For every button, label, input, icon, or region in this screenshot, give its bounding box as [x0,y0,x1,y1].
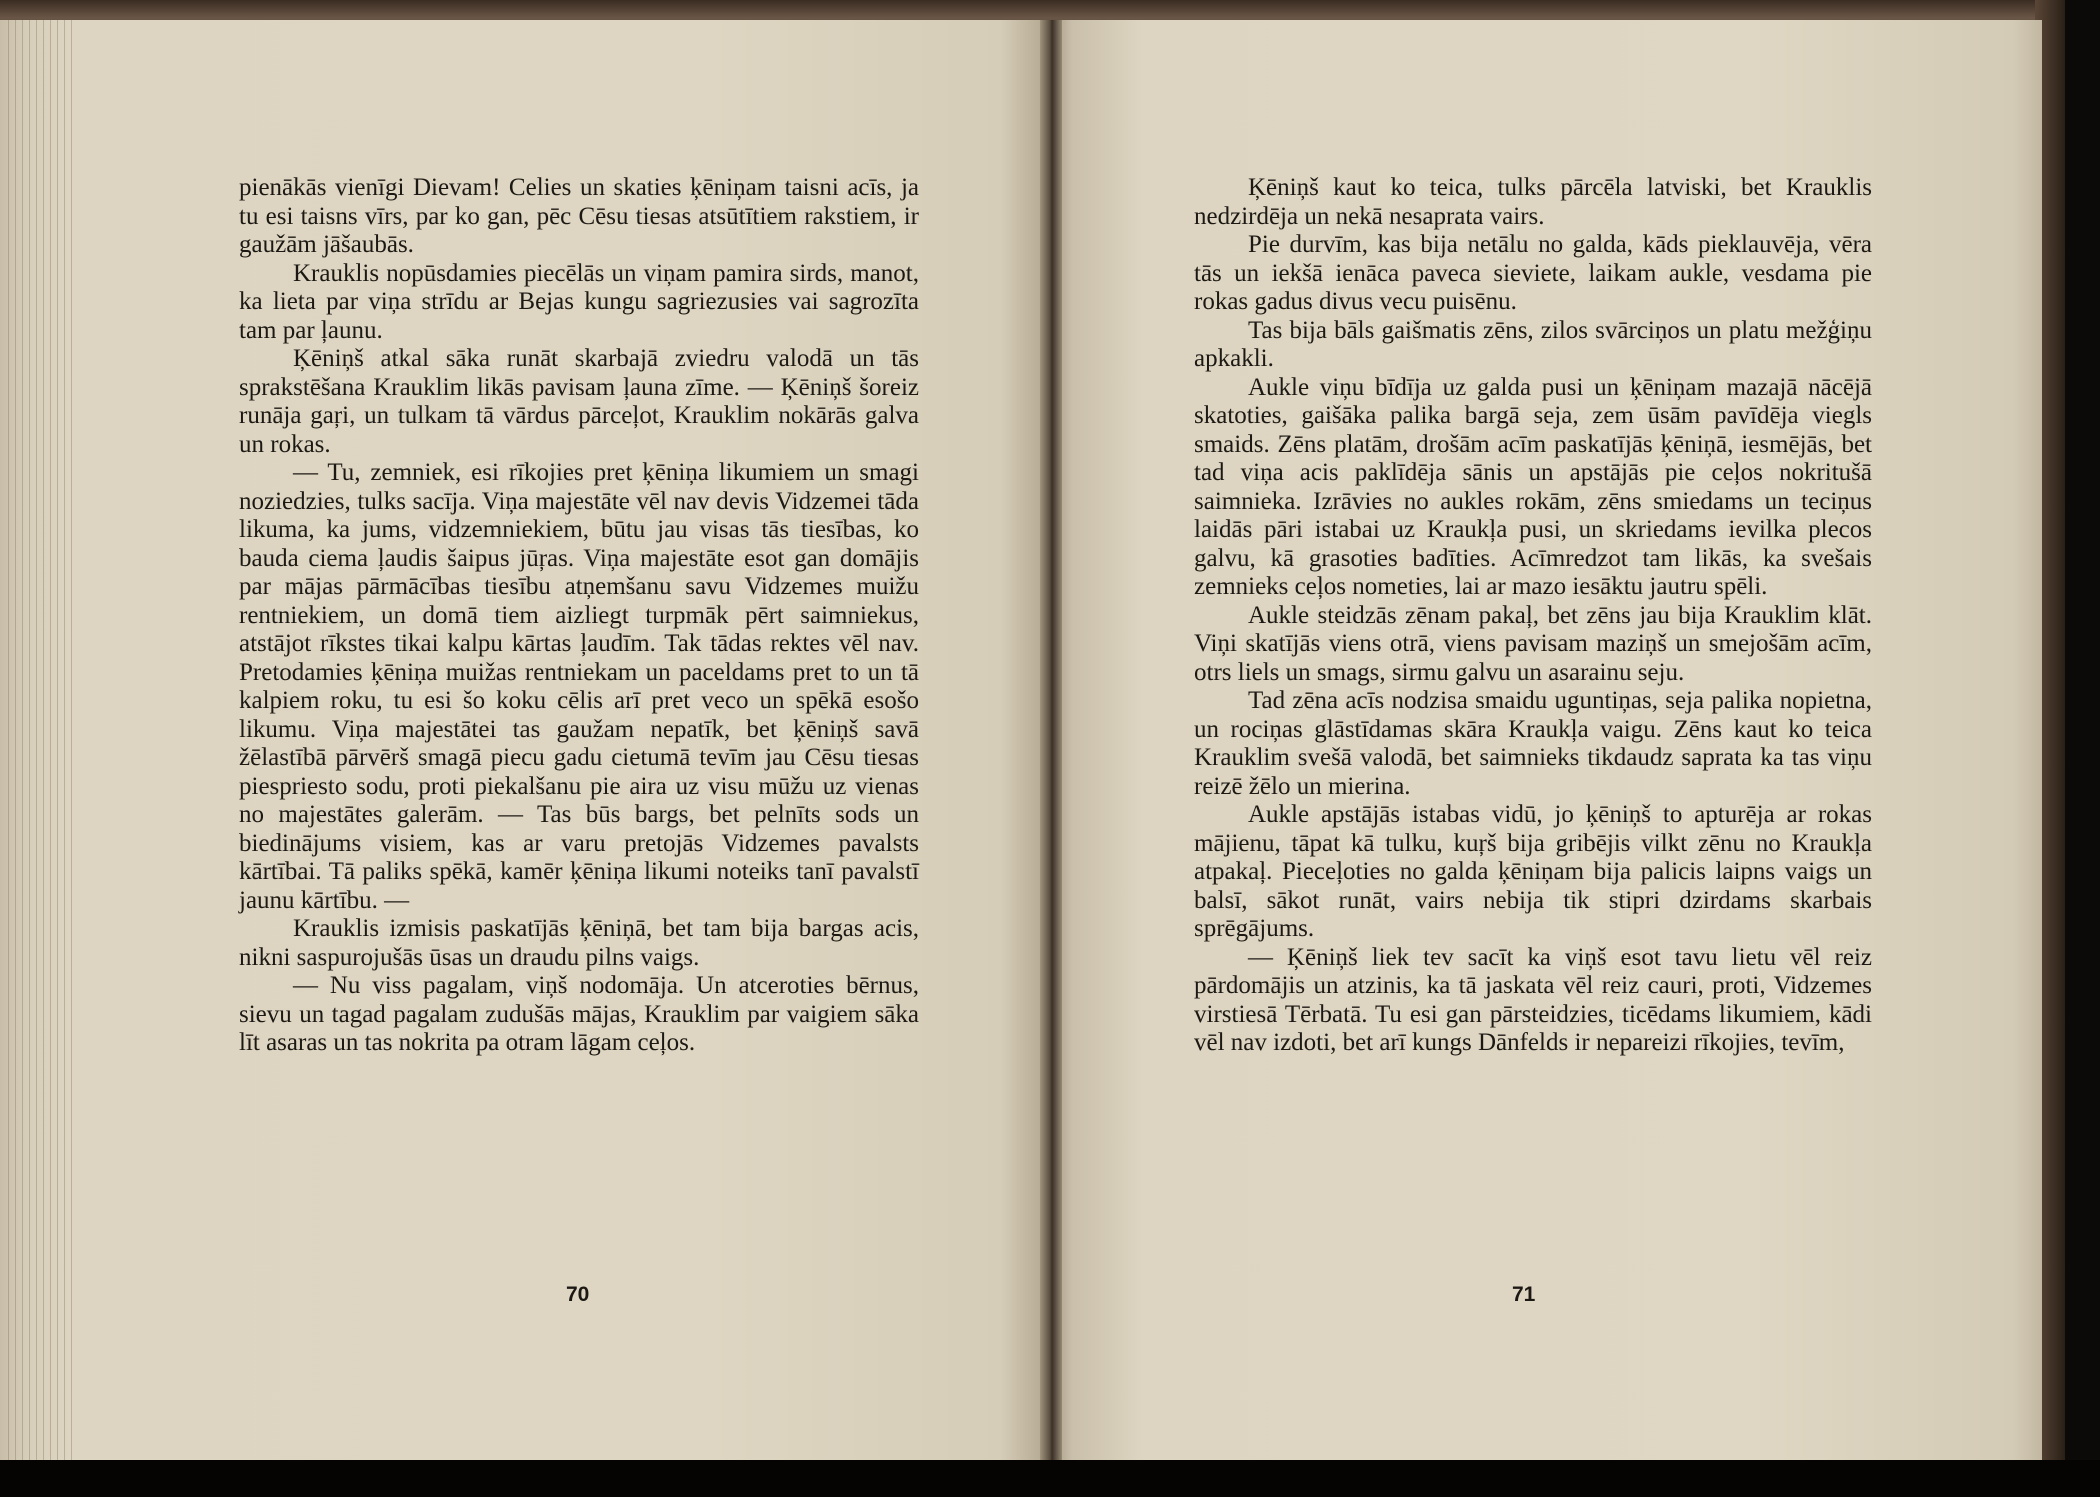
paragraph: Aukle steidzās zēnam pakaļ, bet zēns jau bija Krauklim klāt. Viņi skatījās viens otrā, viens pavisam maziņš un smejošām acīm, otrs liels un smags, sirmu galvu un asarainu seju. [1194,601,1872,686]
paragraph: Ķēniņš atkal sāka runāt skarbajā zviedru valodā un tās sprakstēšana Krauklim likās pavisam ļauna zīme. — Ķēniņš šoreiz runāja gaŗi, un tulkam tā vārdus pārceļot, Krauklim nokārās galva un rokas. [239,345,919,458]
paragraph: Tas bija bāls gaišmatis zēns, zilos svārciņos un platu mežģiņu apkakli. [1194,316,1872,372]
paragraph: Pie durvīm, kas bija netālu no galda, kāds pieklauvēja, vēra tās un iekšā ienāca paveca sieviete, laikam aukle, vesdama pie rokas gadus divus vecu puisēnu. [1194,231,1872,315]
paragraph: — Tu, zemniek, esi rīkojies pret ķēniņa likumiem un smagi noziedzies, tulks sacīja. Viņa majestāte vēl nav devis Vidzemei tāda likuma, ka jums, vidzemniekiem, būtu jau visas tās tiesības, ko bauda ciema ļaudis šaipus jūŗas. Viņa majestāte esot gan domājis par mājas pārmācības tiesību atņemšanu savu Vidzemes muižu rentniekiem, un domā tiem aizliegt turpmāk pērt saimniekus, atstājot rīkstes tikai kalpu kārtas ļaudīm. Tak tādas rektes vēl nav. Pretodamies ķēniņa muižas rentniekam un paceldams pret to un tā kalpiem roku, tu esi šo koku cēlis arī pret veco un spēkā esošo likumu. Viņa majestātei tas gaužam nepatīk, bet ķēniņš savā žēlastībā pārvērš smagā piecu gadu cietumā tevīm jau Cēsu tiesas piespriesto sodu, proti piekalšanu pie aira uz visu mūžu uz vienas no majestātes galerām. — Tas būs bargs, bet pelnīts sods un biedinājums visiem, kas ar varu pretojās Vidzemes pavalsts kārtībai. Tā paliks spēkā, kamēr ķēniņa likumi noteiks tanī pavalstī jaunu kārtību. — [239,459,919,914]
paragraph: — Nu viss pagalam, viņš nodomāja. Un atceroties bērnus, sievu un tagad pagalam zudušās mājas, Krauklim par vaigiem sāka līt asaras un tas nokrita pa otram lāgam ceļos. [239,972,919,1056]
paragraph: Krauklis izmisis paskatījās ķēniņā, bet tam bija bargas acis, nikni saspurojušās ūsas un draudu pilns vaigs. [239,915,919,971]
right-page-text [1194,174,1872,1058]
background-band [0,1460,2100,1497]
paragraph: pienākās vienīgi Dievam! Celies un skaties ķēniņam taisni acīs, ja tu esi taisns vīrs, par ko gan, pēc Cēsu tiesas atsūtītiem rakstiem, ir gaužām jāšaubās. [239,174,919,258]
paragraph: Aukle viņu bīdīja uz galda pusi un ķēniņam mazajā nācējā skatoties, gaišāka palika bargā seja, zem ūsām pavīdēja viegls smaids. Zēns platām, drošām acīm paskatījās ķēniņā, iesmējās, bet tad viņa acis paklīdēja sānis un apstājās pie ceļos nokritušā saimnieka. Izrāvies no aukles rokām, zēns smiedams un teciņus laidās pāri istabai uz Kraukļa pusi, un skriedams ievilka plecos galvu, kā grasoties badīties. Acīmredzot tam likās, ka svešais zemnieks ceļos nometies, lai ar mazo iesāktu jautru spēli. [1194,373,1872,600]
paragraph: Tad zēna acīs nodzisa smaidu uguntiņas, seja palika nopietna, un rociņas glāstīdamas skāra Kraukļa vaigu. Zēns kaut ko teica Krauklim svešā valodā, bet saimnieks tikdaudz saprata ka tas viņu reizē žēlo un mierina. [1194,687,1872,800]
book-gutter [1040,20,1062,1460]
paragraph: — Ķēniņš liek tev sacīt ka viņš esot tavu lietu vēl reiz pārdomājis un atzinis, ka tā jaskata vēl reiz cauri, proti, Vidzemes virstiesā Tērbatā. Tu esi gan pārsteidzies, ticēdams likumiem, kādi vēl nav izdoti, bet arī kungs Dānfelds ir nepareizi rīkojies, tevīm, [1194,943,1872,1056]
paragraph: Krauklis nopūsdamies piecēlās un viņam pamira sirds, manot, ka lieta par viņa strīdu ar Bejas kungu sagriezusies vai sagrozīta tam par ļaunu. [239,259,919,344]
left-page-text [239,174,919,1058]
paragraph: Aukle apstājās istabas vidū, jo ķēniņš to apturēja ar rokas mājienu, tāpat kā tulku, kuŗš bija gribējis vilkt zēnu no Kraukļa atpakaļ. Pieceļoties no galda ķēniņam bija palicis laipns vaigs un balsī, sākot runāt, vairs nebija tik stipri dzirdams skarbais sprēgājums. [1194,801,1872,942]
page-number-left: 70 [566,1283,590,1306]
page-edges [8,20,78,1460]
paragraph: Ķēniņš kaut ko teica, tulks pārcēla latviski, bet Krauklis nedzirdēja un nekā nesaprata vairs. [1194,174,1872,230]
page-number-right: 71 [1512,1283,1536,1306]
